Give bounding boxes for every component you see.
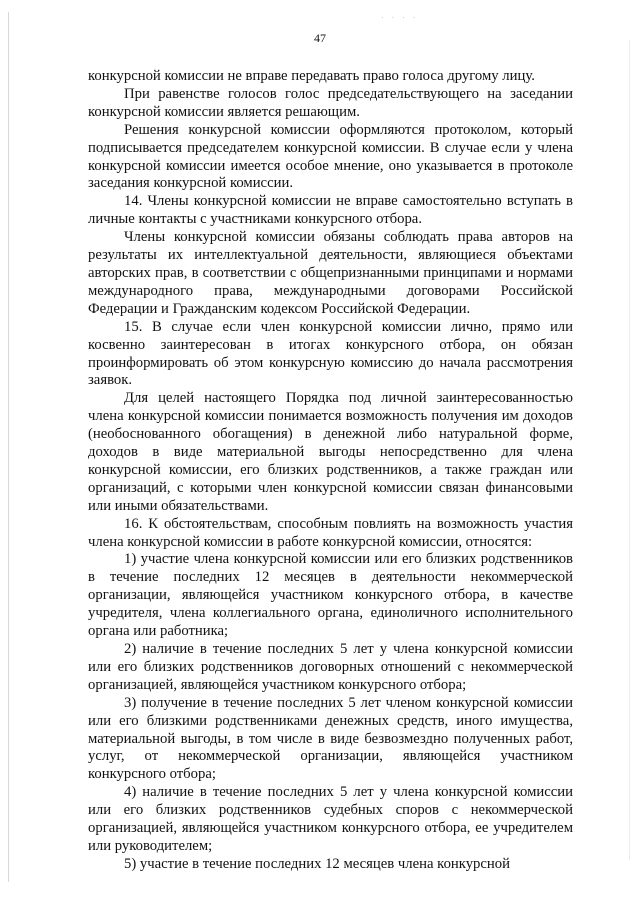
paragraph-continuation: конкурсной комиссии не вправе передавать право голоса другому лицу. [88,68,535,84]
list-item-16-5: 5) участие в течение последних 12 месяцев члена конкурсной [124,855,510,872]
paragraph-item-16: 16. К обстоятельствам, способным повлиять на возможность участия члена конкурсной комиссии в работе конкурсной комиссии, относятся: [88,515,573,550]
paragraph-author-rights: Члены конкурсной комиссии обязаны соблюдать права авторов на результаты их интеллектуальной деятельности, являющиеся объектами авторских прав, в соответствии с общепризнанными принципами и нормами международного права, международными договорами Российской Федерации и Гражданским кодексом Российской Федерации. [88,229,573,317]
document-body [88,68,573,874]
page-number: 47 [314,31,326,45]
paragraph-personal-interest: Для целей настоящего Порядка под личной заинтересованностью члена конкурсной комиссии понимается возможность получения им доходов (необоснованного обогащения) в денежной либо натуральной форме, доходов в виде материальной выгоды непосредственно для члена конкурсной комиссии, его близких родственников, а также граждан или организаций, с которыми член конкурсной комиссии связан финансовыми или иными обязательствами. [88,390,573,514]
scan-edge-left [8,12,9,882]
list-item-16-1: 1) участие члена конкурсной комиссии или его близких родственников в течение последних 12 месяцев в деятельности некоммерческой организации, являющейся участником конкурсного отбора, в качестве учредителя, члена коллегиального органа, единоличного исполнительного органа или работника; [88,551,573,640]
paragraph-tie-vote: При равенстве голосов голос председательствующего на заседании конкурсной комиссии является решающим. [88,85,573,120]
paragraph-item-14: 14. Члены конкурсной комиссии не вправе самостоятельно вступать в личные контакты с участниками конкурсного отбора. [88,193,573,228]
list-item-16-4: 4) наличие в течение последних 5 лет у члена конкурсной комиссии или его близких родственников судебных споров с некоммерческой организацией, являющейся участником конкурсного отбора, ее учредителем или руководителем; [88,784,573,854]
scan-edge-right [629,40,630,860]
paragraph-decisions-protocol: Решения конкурсной комиссии оформляются протоколом, который подписывается председателем конкурсной комиссии. В случае если у члена конкурсной комиссии имеется особое мнение, оно указывается в протоколе заседания конкурсной комиссии. [88,121,573,192]
scan-marks: . . . . [381,10,418,20]
list-item-16-2: 2) наличие в течение последних 5 лет у члена конкурсной комиссии или его близких родственников договорных отношений с некоммерческой организацией, являющейся участником конкурсного отбора; [88,641,573,693]
list-item-16-3: 3) получение в течение последних 5 лет членом конкурсной комиссии или его близкими родственниками денежных средств, иного имущества, материальной выгоды, в том числе в виде безвозмездно полученных работ, услуг, от некоммерческой организации, являющейся участником конкурсного отбора; [88,694,573,783]
paragraph-item-15: 15. В случае если член конкурсной комиссии лично, прямо или косвенно заинтересован в итогах конкурсного отбора, он обязан проинформировать об этом конкурсную комиссию до начала рассмотрения заявок. [88,318,573,389]
